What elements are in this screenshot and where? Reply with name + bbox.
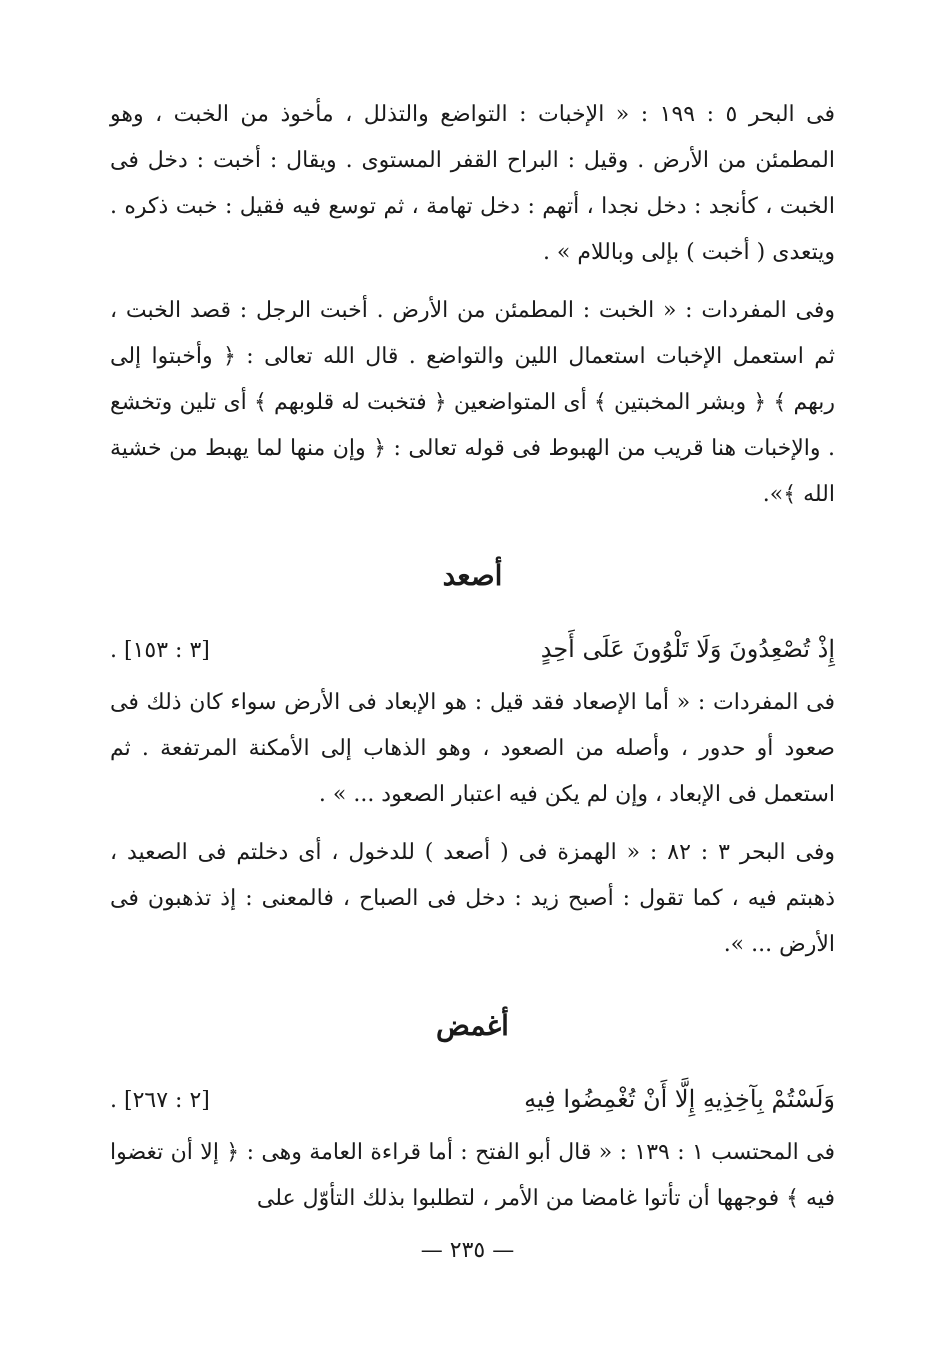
quran-verse-text: وَلَسْتُمْ بِآخِذِيهِ إِلَّا أَنْ تُغْمِضُوا فِيهِ	[524, 1085, 835, 1113]
paragraph-muhtasab: فى المحتسب ١ : ١٣٩ : « قال أبو الفتح : أما قراءة العامة وهى : ﴿ إلا أن تغضوا فيه ﴾ فوجهها أن تأتوا غامضا من الأمر ، لتطلبوا بذلك التأوّل على	[110, 1140, 835, 1211]
verse-reference: [٣ : ١٥٣] .	[110, 638, 210, 663]
page-number: — ٢٣٥ —	[420, 1238, 515, 1263]
entry-heading-asad: أصعد	[442, 559, 503, 592]
paragraph-bahr-hamza: وفى البحر ٣ : ٨٢ : « الهمزة فى ( أصعد ) للدخول ، أى دخلتم فى الصعيد ، ذهبتم فيه ، كما تقول : أصبح زيد : دخل فى الصباح ، فالمعنى : إذ تذهبون فى الأرض ... ».	[110, 840, 835, 957]
verse-reference: [٢ : ٢٦٧] .	[110, 1088, 210, 1113]
paragraph-bahr-ikhbat: فى البحر ٥ : ١٩٩ : « الإخبات : التواضع والتذلل ، مأخوذ من الخبت ، وهو المطمئن من الأرض . وقيل : البراح القفر المستوى . ويقال : أخبت : دخل فى الخبت ، كأنجد : دخل نجدا ، أتهم : دخل تهامة ، ثم توسع فيه فقيل : خبت ذكره . ويتعدى ( أخبت ) بإلى وباللام » .	[110, 102, 835, 265]
paragraph-mufradat-khabt: وفى المفردات : « الخبت : المطمئن من الأرض . أخبت الرجل : قصد الخبت ، ثم استعمل الإخبات استعمال اللين والتواضع . قال الله تعالى : ﴿ وأخبتوا إلى ربهم ﴾ ﴿ وبشر المخبتين ﴾ أى المتواضعين ﴿ فتخبت له قلوبهم ﴾ أى تلين وتخشع . والإخبات هنا قريب من الهبوط فى قوله تعالى : ﴿ وإن منها لما يهبط من خشية الله ﴾».	[110, 298, 835, 507]
quran-verse-row	[110, 626, 835, 674]
entry-heading-aghmad: أغمض	[436, 1009, 509, 1042]
quran-verse-row	[110, 1076, 835, 1124]
quran-verse-text: إِذْ تُصْعِدُونَ وَلَا تَلْوُونَ عَلَى أَحِدٍ	[540, 635, 835, 663]
paragraph-mufradat-isaad: فى المفردات : « أما الإصعاد فقد قيل : هو الإبعاد فى الأرض سواء كان ذلك فى صعود أو حدور ، وأصله من الصعود ، وهو الذهاب إلى الأمكنة المرتفعة . ثم استعمل فى الإبعاد ، وإن لم يكن فيه اعتبار الصعود ... » .	[110, 690, 835, 807]
